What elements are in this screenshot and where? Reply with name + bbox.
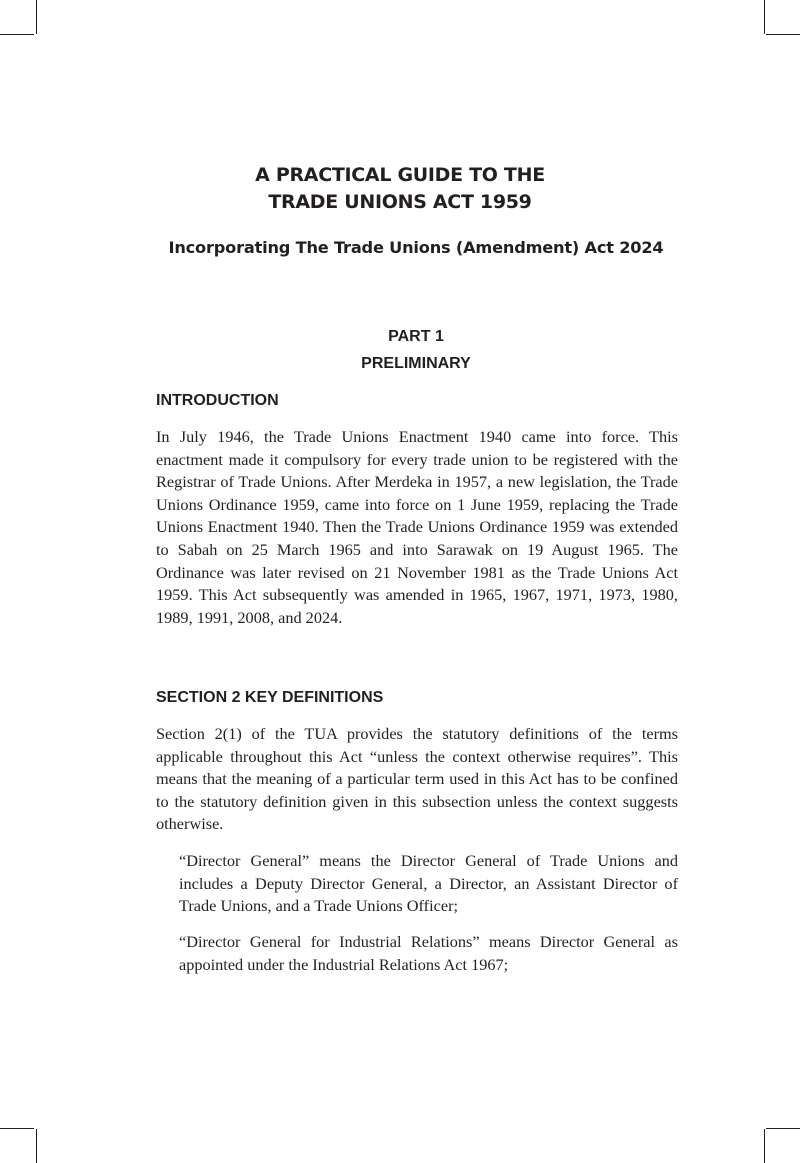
definitions-heading: SECTION 2 KEY DEFINITIONS [156,689,384,706]
part-number: PART 1 [388,328,444,345]
crop-mark-bottom-right [764,1129,765,1163]
definitions-paragraph: Section 2(1) of the TUA provides the statutory definitions of the terms applicable throughout this Act “unless the context otherwise requires”. This means that the meaning of a particular term used in this Act has to be confined to the statutory definition given in this subsection unless the context suggests otherwise. [156,724,678,834]
part-title: PRELIMINARY [361,355,471,372]
book-subtitle: Incorporating The Trade Unions (Amendment) Act 2024 [168,238,664,257]
crop-mark-top-right-h [766,34,800,35]
book-title [0,162,800,216]
crop-mark-bottom-left [36,1129,37,1163]
book-title-line-1: A PRACTICAL GUIDE TO THE [255,164,545,186]
crop-mark-bottom-right-h [766,1128,800,1129]
crop-mark-top-left [36,0,37,34]
crop-mark-top-right [764,0,765,34]
book-title-line-2: TRADE UNIONS ACT 1959 [268,191,532,213]
definition-item: “Director General” means the Director General of Trade Unions and includes a Deputy Director General, a Director, an Assistant Director of Trade Unions, and a Trade Unions Officer; [179,851,678,916]
crop-mark-bottom-left-h [0,1128,34,1129]
definition-item: “Director General for Industrial Relations” means Director General as appointed under the Industrial Relations Act 1967; [179,932,678,974]
crop-mark-top-left-h [0,34,34,35]
introduction-paragraph: In July 1946, the Trade Unions Enactment 1940 came into force. This enactment made it compulsory for every trade union to be registered with the Registrar of Trade Unions. After Merdeka in 1957, a new legislation, the Trade Unions Ordinance 1959, came into force on 1 June 1959, replacing the Trade Unions Enactment 1940. Then the Trade Unions Ordinance 1959 was extended to Sabah on 25 March 1965 and into Sarawak on 19 August 1965. The Ordinance was later revised on 21 November 1981 as the Trade Unions Act 1959. This Act subsequently was amended in 1965, 1967, 1971, 1973, 1980, 1989, 1991, 2008, and 2024. [156,427,678,627]
introduction-heading: INTRODUCTION [156,392,279,409]
